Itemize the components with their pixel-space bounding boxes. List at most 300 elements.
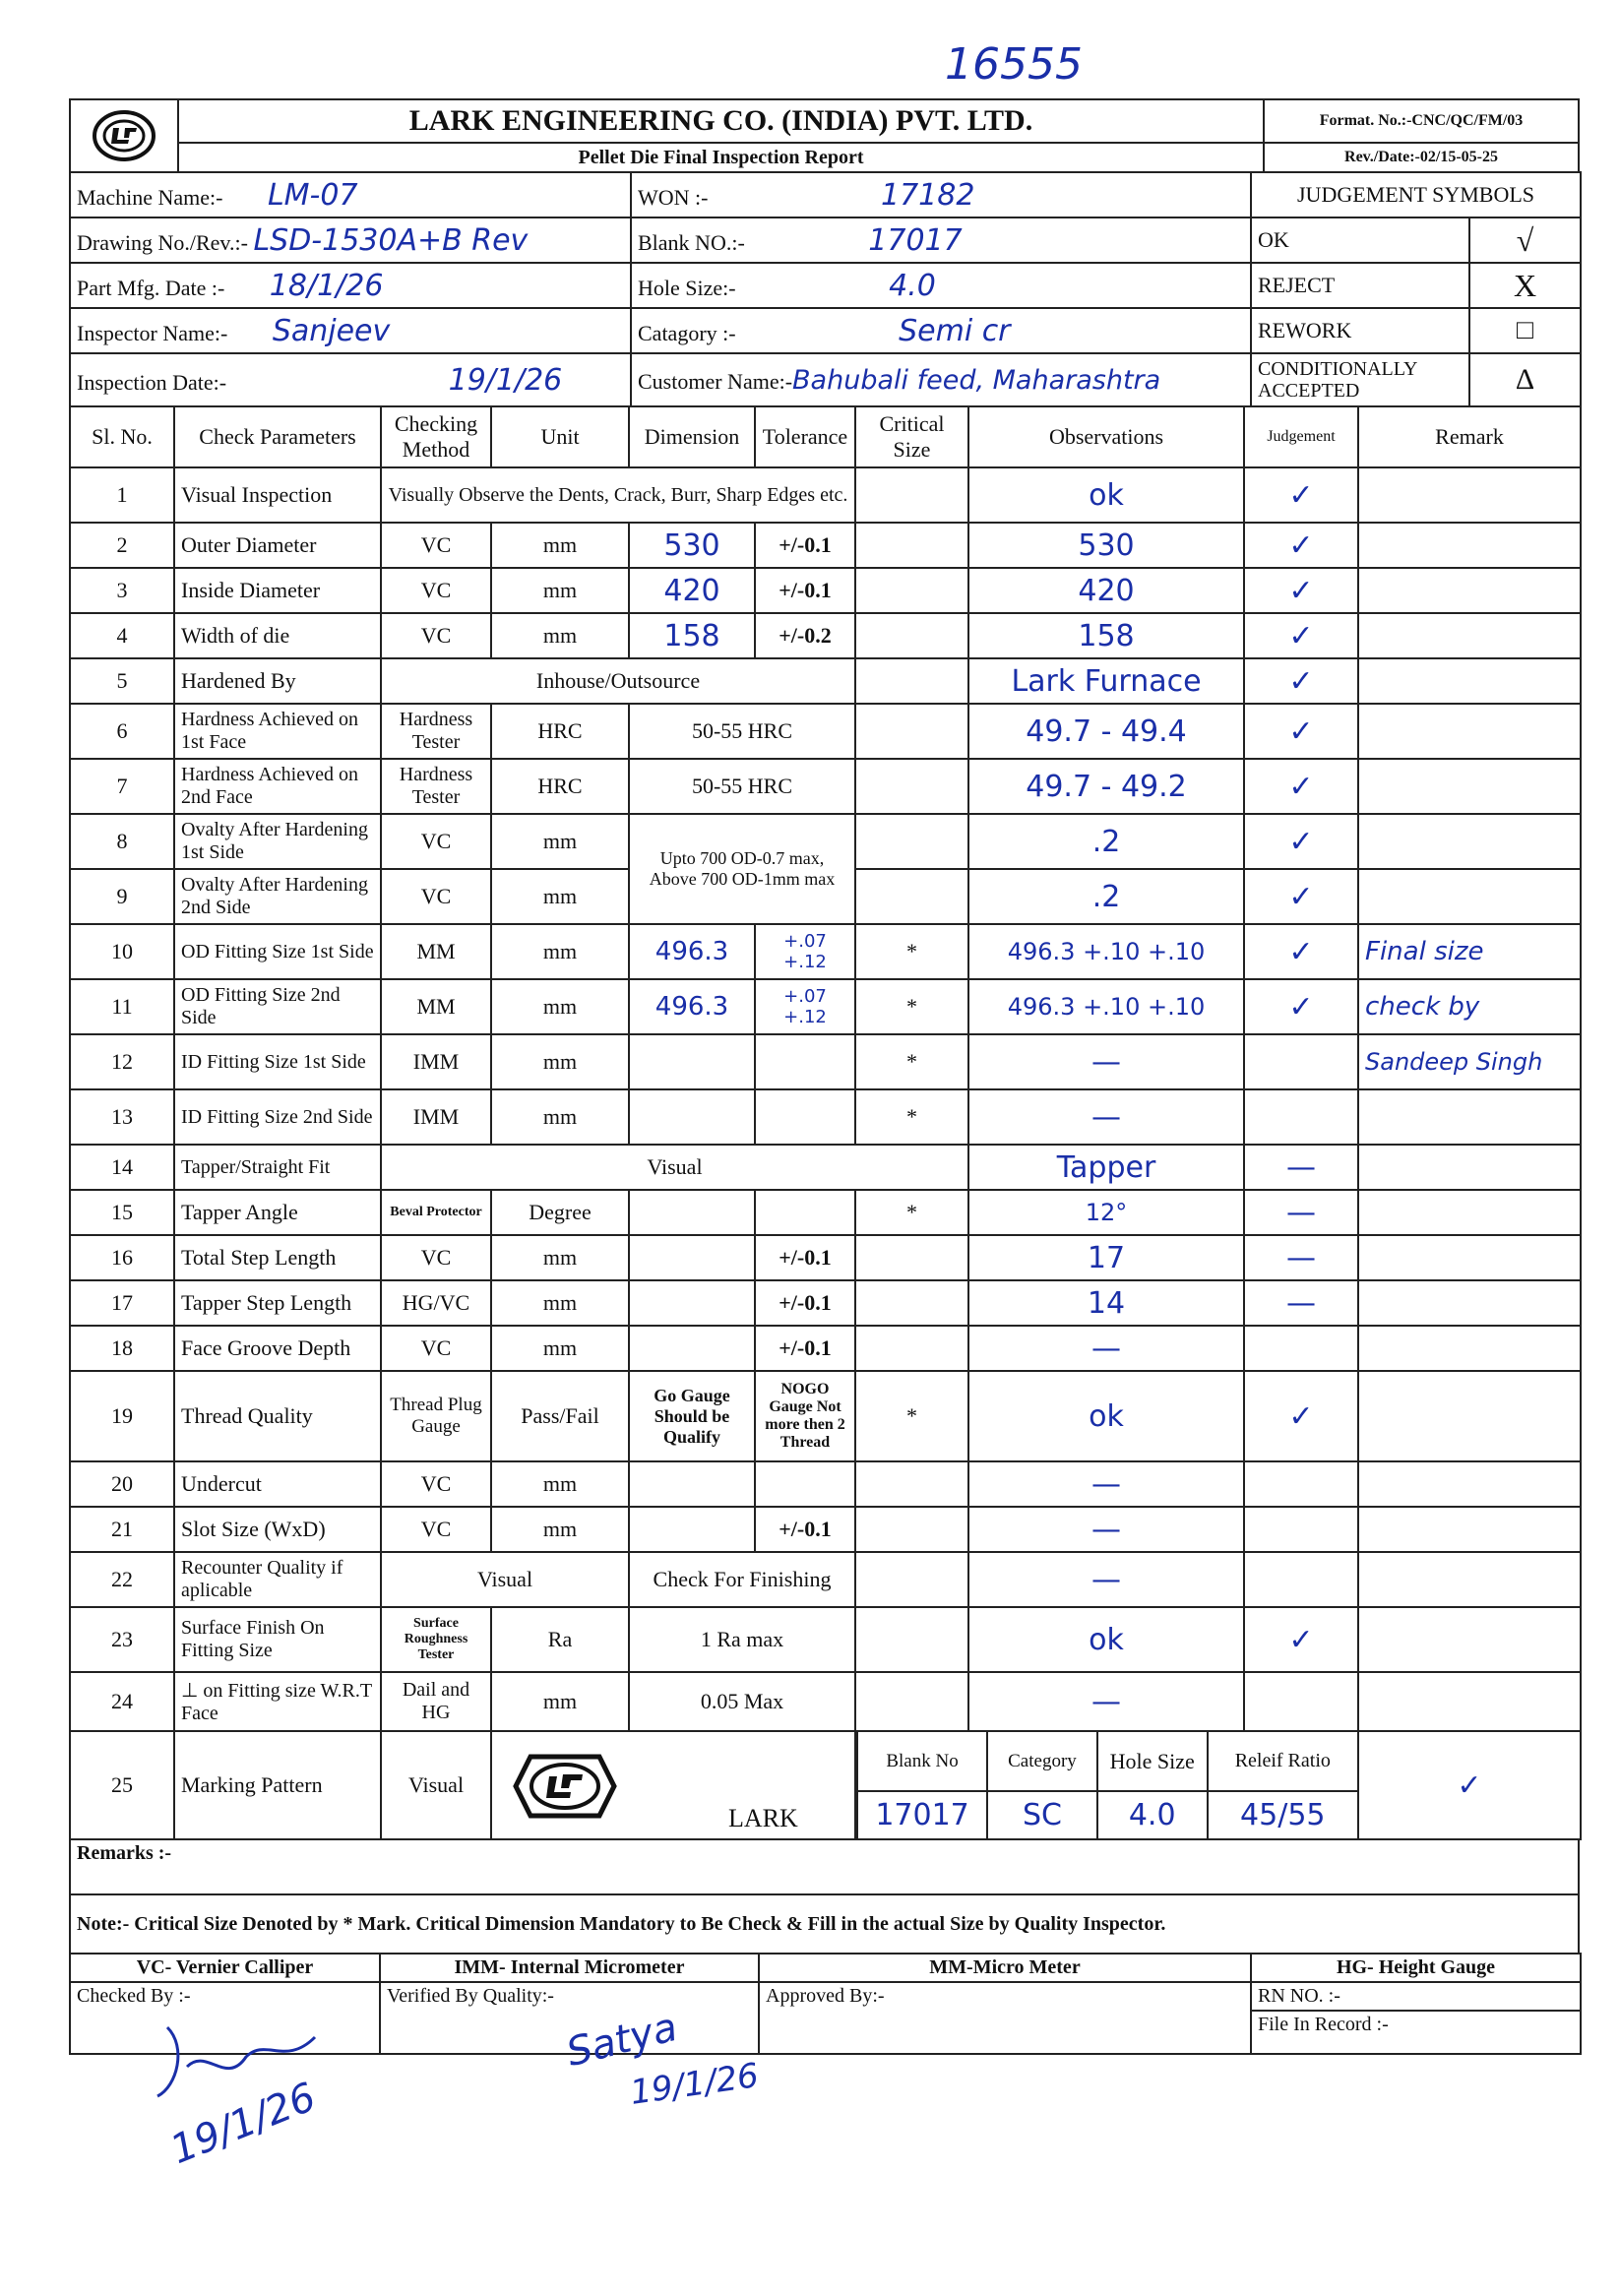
- approved-by: Approved By:-: [759, 1982, 1251, 2054]
- critical-size: [855, 869, 968, 924]
- tolerance: [755, 1190, 855, 1235]
- unit: Pass/Fail: [491, 1371, 629, 1461]
- check-parameter: Ovalty After Hardening 2nd Side: [174, 869, 381, 924]
- judgement: ✓: [1244, 759, 1358, 814]
- table-row: [70, 704, 1581, 759]
- customer-field: Customer Name:-Bahubali feed, Maharashtra: [631, 353, 1251, 406]
- checking-method: HG/VC: [381, 1280, 491, 1326]
- checking-method: Inhouse/Outsource: [381, 658, 855, 704]
- sl-no: 16: [70, 1235, 174, 1280]
- col-header: Tolerance: [755, 406, 855, 467]
- checking-method: Visual: [381, 1552, 629, 1607]
- table-row: [70, 1672, 1581, 1731]
- col-header: Unit: [491, 406, 629, 467]
- dimension: [629, 1190, 755, 1235]
- judgement: ✓: [1244, 1607, 1358, 1672]
- col-header: Checking Method: [381, 406, 491, 467]
- sl-no: 3: [70, 568, 174, 613]
- judgement: ✓: [1244, 467, 1358, 523]
- table-row: [70, 924, 1581, 979]
- sl-no: 18: [70, 1326, 174, 1371]
- table-header-row: [70, 406, 1581, 467]
- marking-hole-value: 4.0: [1097, 1791, 1208, 1838]
- table-row: [70, 1235, 1581, 1280]
- table-row: [70, 1731, 1581, 1839]
- checking-method: VC: [381, 869, 491, 924]
- judgement: [1244, 1552, 1358, 1607]
- check-parameter: Recounter Quality if aplicable: [174, 1552, 381, 1607]
- unit: mm: [491, 869, 629, 924]
- marking-hole-label: Hole Size: [1097, 1732, 1208, 1791]
- judgement-symbols-title: JUDGEMENT SYMBOLS: [1251, 172, 1581, 217]
- report-title: Pellet Die Final Inspection Report: [178, 143, 1264, 172]
- observation: —: [968, 1089, 1244, 1145]
- critical-size: *: [855, 1089, 968, 1145]
- unit: Ra: [491, 1607, 629, 1672]
- dimension: [629, 1235, 755, 1280]
- won-field: WON :- 17182: [631, 172, 1251, 217]
- handwritten-doc-number: 16555: [945, 39, 1083, 90]
- check-parameter: ID Fitting Size 2nd Side: [174, 1089, 381, 1145]
- remark: [1358, 814, 1581, 869]
- critical-size: [855, 704, 968, 759]
- table-row: [70, 1280, 1581, 1326]
- checking-method: Beval Protector: [381, 1190, 491, 1235]
- unit: mm: [491, 1034, 629, 1089]
- table-row: [70, 467, 1581, 523]
- dimension: [629, 1461, 755, 1507]
- judgement-conditional-label: CONDITIONALLY ACCEPTED: [1251, 353, 1469, 406]
- dimension: 50-55 HRC: [629, 759, 855, 814]
- col-header: Sl. No.: [70, 406, 174, 467]
- tolerance: [755, 1461, 855, 1507]
- judgement: ✓: [1244, 658, 1358, 704]
- dimension: 0.05 Max: [629, 1672, 855, 1731]
- sl-no: 10: [70, 924, 174, 979]
- observation: —: [968, 1552, 1244, 1607]
- observation: 420: [968, 568, 1244, 613]
- marking-blank-value: 17017: [857, 1791, 987, 1838]
- dimension: 158: [629, 613, 755, 658]
- critical-size: [855, 1280, 968, 1326]
- critical-size: [855, 1326, 968, 1371]
- judgement: ✓: [1244, 1371, 1358, 1461]
- check-parameter: Total Step Length: [174, 1235, 381, 1280]
- checking-method: Hardness Tester: [381, 759, 491, 814]
- unit: mm: [491, 1461, 629, 1507]
- table-row: [70, 979, 1581, 1034]
- observation: 496.3 +.10 +.10: [968, 924, 1244, 979]
- critical-size: *: [855, 924, 968, 979]
- critical-size: *: [855, 979, 968, 1034]
- unit: mm: [491, 924, 629, 979]
- table-row: [70, 814, 1581, 869]
- checked-date: 19/1/26: [163, 2074, 323, 2174]
- dimension: Upto 700 OD-0.7 max, Above 700 OD-1mm max: [629, 814, 855, 924]
- judgement: —: [1244, 1280, 1358, 1326]
- legend-imm: IMM- Internal Micrometer: [380, 1954, 759, 1982]
- remark: [1358, 1507, 1581, 1552]
- tolerance: NOGO Gauge Not more then 2 Thread: [755, 1371, 855, 1461]
- remark: [1358, 1672, 1581, 1731]
- verified-signature: Satya: [562, 2004, 682, 2077]
- sl-no: 20: [70, 1461, 174, 1507]
- observation: 530: [968, 523, 1244, 568]
- dimension: Go Gauge Should be Qualify: [629, 1371, 755, 1461]
- table-row: [70, 568, 1581, 613]
- judgement: [1244, 1672, 1358, 1731]
- unit: HRC: [491, 704, 629, 759]
- table-row: [70, 1607, 1581, 1672]
- judgement: —: [1244, 1190, 1358, 1235]
- dimension: Check For Finishing: [629, 1552, 855, 1607]
- sl-no: 25: [70, 1731, 174, 1839]
- marking-values-area: [855, 1731, 1358, 1839]
- observation: ok: [968, 1607, 1244, 1672]
- table-row: [70, 1089, 1581, 1145]
- hole-size-field: Hole Size:- 4.0: [631, 263, 1251, 308]
- inspector-field: Inspector Name:- Sanjeev: [70, 308, 631, 353]
- observation: —: [968, 1672, 1244, 1731]
- legend-mm: MM-Micro Meter: [759, 1954, 1251, 1982]
- won-value: 17182: [880, 177, 975, 213]
- unit: mm: [491, 1672, 629, 1731]
- drawing-value: LSD-1530A+B Rev: [253, 222, 529, 258]
- observation: 12°: [968, 1190, 1244, 1235]
- dimension: [629, 1280, 755, 1326]
- checking-method: Hardness Tester: [381, 704, 491, 759]
- observation: ok: [968, 1371, 1244, 1461]
- remark: [1358, 1089, 1581, 1145]
- judgement-rework-label: REWORK: [1251, 308, 1469, 353]
- sl-no: 7: [70, 759, 174, 814]
- observation: —: [968, 1326, 1244, 1371]
- judgement: ✓: [1244, 924, 1358, 979]
- judgement: ✓: [1244, 979, 1358, 1034]
- observation: 49.7 - 49.4: [968, 704, 1244, 759]
- table-row: [70, 1461, 1581, 1507]
- critical-size: *: [855, 1371, 968, 1461]
- remark-note-line1: Final size: [1358, 924, 1581, 979]
- marking-relief-label: Releif Ratio: [1208, 1732, 1357, 1791]
- remark: [1358, 1461, 1581, 1507]
- check-parameter: OD Fitting Size 2nd Side: [174, 979, 381, 1034]
- tolerance: +/-0.1: [755, 1235, 855, 1280]
- checking-method: VC: [381, 1507, 491, 1552]
- observation: .2: [968, 814, 1244, 869]
- dimension: 420: [629, 568, 755, 613]
- drawing-field: Drawing No./Rev.:- LSD-1530A+B Rev: [70, 217, 631, 263]
- remark: [1358, 1280, 1581, 1326]
- company-name: LARK ENGINEERING CO. (INDIA) PVT. LTD.: [178, 99, 1264, 143]
- checking-method: Surface Roughness Tester: [381, 1607, 491, 1672]
- tolerance: +/-0.1: [755, 1326, 855, 1371]
- check-parameter: Outer Diameter: [174, 523, 381, 568]
- check-parameter: ID Fitting Size 1st Side: [174, 1034, 381, 1089]
- ok-symbol: √: [1469, 217, 1581, 263]
- checking-method: Visual: [381, 1145, 968, 1190]
- table-row: [70, 1326, 1581, 1371]
- critical-note: Note:- Critical Size Denoted by * Mark. Critical Dimension Mandatory to Be Check & Fill in the actual Size by Quality Inspector.: [70, 1894, 1579, 1954]
- judgement-ok-label: OK: [1251, 217, 1469, 263]
- checking-method: MM: [381, 979, 491, 1034]
- table-row: [70, 523, 1581, 568]
- critical-size: [855, 523, 968, 568]
- remark: [1358, 1235, 1581, 1280]
- check-parameter: Hardened By: [174, 658, 381, 704]
- remarks-table: [69, 1838, 1580, 1955]
- observation: .2: [968, 869, 1244, 924]
- col-header: Judgement: [1244, 406, 1358, 467]
- critical-size: [855, 1552, 968, 1607]
- judgement-reject-label: REJECT: [1251, 263, 1469, 308]
- tolerance: +/-0.1: [755, 1507, 855, 1552]
- rev-date: Rev./Date:-02/15-05-25: [1264, 143, 1579, 172]
- checking-method: VC: [381, 1326, 491, 1371]
- unit: mm: [491, 1089, 629, 1145]
- check-parameter: OD Fitting Size 1st Side: [174, 924, 381, 979]
- unit: mm: [491, 1235, 629, 1280]
- table-row: [70, 1552, 1581, 1607]
- category-field: Catagory :- Semi cr: [631, 308, 1251, 353]
- marking-category-label: Category: [987, 1732, 1097, 1791]
- critical-size: [855, 613, 968, 658]
- dimension: 496.3: [629, 924, 755, 979]
- remark: [1358, 759, 1581, 814]
- sl-no: 4: [70, 613, 174, 658]
- sl-no: 8: [70, 814, 174, 869]
- observation: —: [968, 1507, 1244, 1552]
- marking-pattern-area: [491, 1731, 855, 1839]
- inspector-value: Sanjeev: [272, 313, 391, 348]
- table-row: [70, 1190, 1581, 1235]
- tolerance: +.07 +.12: [755, 924, 855, 979]
- check-parameter: Tapper Step Length: [174, 1280, 381, 1326]
- col-header: Critical Size: [855, 406, 968, 467]
- company-logo: [70, 99, 178, 172]
- unit: mm: [491, 814, 629, 869]
- table-row: [70, 658, 1581, 704]
- legend-vc: VC- Vernier Calliper: [70, 1954, 380, 1982]
- conditional-symbol: Δ: [1469, 353, 1581, 406]
- judgement: ✓: [1244, 814, 1358, 869]
- marking-category-value: SC: [987, 1791, 1097, 1838]
- critical-size: [855, 814, 968, 869]
- checking-method: VC: [381, 613, 491, 658]
- checking-method: VC: [381, 814, 491, 869]
- tolerance: +/-0.1: [755, 568, 855, 613]
- unit: mm: [491, 613, 629, 658]
- checking-method: VC: [381, 568, 491, 613]
- check-parameter: Undercut: [174, 1461, 381, 1507]
- mfg-date-value: 18/1/26: [269, 268, 384, 303]
- checking-method: IMM: [381, 1089, 491, 1145]
- judgement: [1244, 1034, 1358, 1089]
- mfg-date-field: Part Mfg. Date :- 18/1/26: [70, 263, 631, 308]
- check-parameter: Hardness Achieved on 1st Face: [174, 704, 381, 759]
- observation: —: [968, 1034, 1244, 1089]
- sl-no: 5: [70, 658, 174, 704]
- checking-method: VC: [381, 523, 491, 568]
- remark: [1358, 1371, 1581, 1461]
- judgement: [1244, 1326, 1358, 1371]
- checking-method: Visually Observe the Dents, Crack, Burr, Sharp Edges etc.: [381, 467, 855, 523]
- observation: ok: [968, 467, 1244, 523]
- dimension: [629, 1089, 755, 1145]
- tolerance: [755, 1034, 855, 1089]
- col-header: Remark: [1358, 406, 1581, 467]
- judgement: ✓: [1358, 1731, 1581, 1839]
- critical-size: [855, 658, 968, 704]
- rework-symbol: □: [1469, 308, 1581, 353]
- remark: [1358, 523, 1581, 568]
- sl-no: 12: [70, 1034, 174, 1089]
- check-parameter: Tapper Angle: [174, 1190, 381, 1235]
- legend-hg: HG- Height Gauge: [1251, 1954, 1581, 1982]
- judgement: ✓: [1244, 704, 1358, 759]
- blank-value: 17017: [868, 222, 963, 258]
- remark: [1358, 613, 1581, 658]
- tolerance: +.07 +.12: [755, 979, 855, 1034]
- remark: [1358, 1607, 1581, 1672]
- critical-size: [855, 759, 968, 814]
- observation: 14: [968, 1280, 1244, 1326]
- unit: mm: [491, 979, 629, 1034]
- observation: —: [968, 1461, 1244, 1507]
- marking-relief-value: 45/55: [1208, 1791, 1357, 1838]
- remark-note-line2: check by: [1358, 979, 1581, 1034]
- sl-no: 22: [70, 1552, 174, 1607]
- lark-logo-icon: [506, 1747, 624, 1826]
- check-parameter: Inside Diameter: [174, 568, 381, 613]
- col-header: Dimension: [629, 406, 755, 467]
- dimension: 496.3: [629, 979, 755, 1034]
- table-row: [70, 613, 1581, 658]
- sl-no: 11: [70, 979, 174, 1034]
- verified-date: 19/1/26: [627, 2056, 762, 2113]
- table-row: [70, 1507, 1581, 1552]
- critical-size: *: [855, 1034, 968, 1089]
- sl-no: 24: [70, 1672, 174, 1731]
- dimension: 530: [629, 523, 755, 568]
- critical-size: [855, 568, 968, 613]
- tolerance: +/-0.1: [755, 1280, 855, 1326]
- observation: Tapper: [968, 1145, 1244, 1190]
- inspection-sheet: [69, 98, 1580, 2055]
- remark: [1358, 1145, 1581, 1190]
- critical-size: *: [855, 1190, 968, 1235]
- checking-method: IMM: [381, 1034, 491, 1089]
- sl-no: 15: [70, 1190, 174, 1235]
- dimension: 1 Ra max: [629, 1607, 855, 1672]
- checking-method: Visual: [381, 1731, 491, 1839]
- unit: Degree: [491, 1190, 629, 1235]
- col-header: Check Parameters: [174, 406, 381, 467]
- remark: [1358, 1552, 1581, 1607]
- unit: mm: [491, 1326, 629, 1371]
- critical-size: [855, 467, 968, 523]
- judgement: —: [1244, 1235, 1358, 1280]
- sl-no: 14: [70, 1145, 174, 1190]
- critical-size: [855, 1507, 968, 1552]
- format-no: Format. No.:-CNC/QC/FM/03: [1264, 99, 1579, 143]
- judgement: ✓: [1244, 523, 1358, 568]
- check-parameter: Visual Inspection: [174, 467, 381, 523]
- hole-size-value: 4.0: [889, 268, 936, 303]
- judgement: ✓: [1244, 613, 1358, 658]
- machine-field: Machine Name:- LM-07: [70, 172, 631, 217]
- check-parameter: Width of die: [174, 613, 381, 658]
- sl-no: 21: [70, 1507, 174, 1552]
- judgement: —: [1244, 1145, 1358, 1190]
- machine-value: LM-07: [267, 177, 358, 213]
- check-parameter: Slot Size (WxD): [174, 1507, 381, 1552]
- checking-method: Thread Plug Gauge: [381, 1371, 491, 1461]
- category-value: Semi cr: [899, 313, 1011, 348]
- tolerance: +/-0.2: [755, 613, 855, 658]
- observation: 49.7 - 49.2: [968, 759, 1244, 814]
- sl-no: 6: [70, 704, 174, 759]
- unit: mm: [491, 1280, 629, 1326]
- checking-method: Dail and HG: [381, 1672, 491, 1731]
- judgement: [1244, 1089, 1358, 1145]
- check-parameter: Tapper/Straight Fit: [174, 1145, 381, 1190]
- tolerance: [755, 1089, 855, 1145]
- critical-size: [855, 1235, 968, 1280]
- judgement: ✓: [1244, 568, 1358, 613]
- dimension: [629, 1034, 755, 1089]
- inspection-date-field: Inspection Date:- 19/1/26: [70, 353, 631, 406]
- inspection-table: [69, 405, 1582, 1840]
- checking-method: MM: [381, 924, 491, 979]
- inspection-date-value: 19/1/26: [448, 362, 563, 398]
- col-header: Observations: [968, 406, 1244, 467]
- judgement: [1244, 1461, 1358, 1507]
- unit: HRC: [491, 759, 629, 814]
- remarks-label: Remarks :-: [70, 1839, 1579, 1894]
- sl-no: 1: [70, 467, 174, 523]
- rn-no: RN NO. :-: [1251, 1982, 1581, 2011]
- observation: 158: [968, 613, 1244, 658]
- check-parameter: Marking Pattern: [174, 1731, 381, 1839]
- judgement: ✓: [1244, 869, 1358, 924]
- check-parameter: Hardness Achieved on 2nd Face: [174, 759, 381, 814]
- check-parameter: Face Groove Depth: [174, 1326, 381, 1371]
- dimension: [629, 1326, 755, 1371]
- sl-no: 2: [70, 523, 174, 568]
- checked-by: Checked By :-: [70, 1982, 380, 2054]
- remark: [1358, 568, 1581, 613]
- customer-value: Bahubali feed, Maharashtra: [792, 364, 1161, 396]
- check-parameter: Surface Finish On Fitting Size: [174, 1607, 381, 1672]
- marking-lark-text: LARK: [728, 1804, 798, 1832]
- observation: 17: [968, 1235, 1244, 1280]
- unit: mm: [491, 568, 629, 613]
- observation: 496.3 +.10 +.10: [968, 979, 1244, 1034]
- checking-method: VC: [381, 1461, 491, 1507]
- tolerance: +/-0.1: [755, 523, 855, 568]
- remark: [1358, 1326, 1581, 1371]
- dimension: [629, 1507, 755, 1552]
- table-row: [70, 759, 1581, 814]
- file-in-record: File In Record :-: [1251, 2011, 1581, 2054]
- sl-no: 23: [70, 1607, 174, 1672]
- remark: [1358, 704, 1581, 759]
- marking-blank-label: Blank No: [857, 1732, 987, 1791]
- info-table: [69, 171, 1582, 407]
- dimension: 50-55 HRC: [629, 704, 855, 759]
- unit: mm: [491, 1507, 629, 1552]
